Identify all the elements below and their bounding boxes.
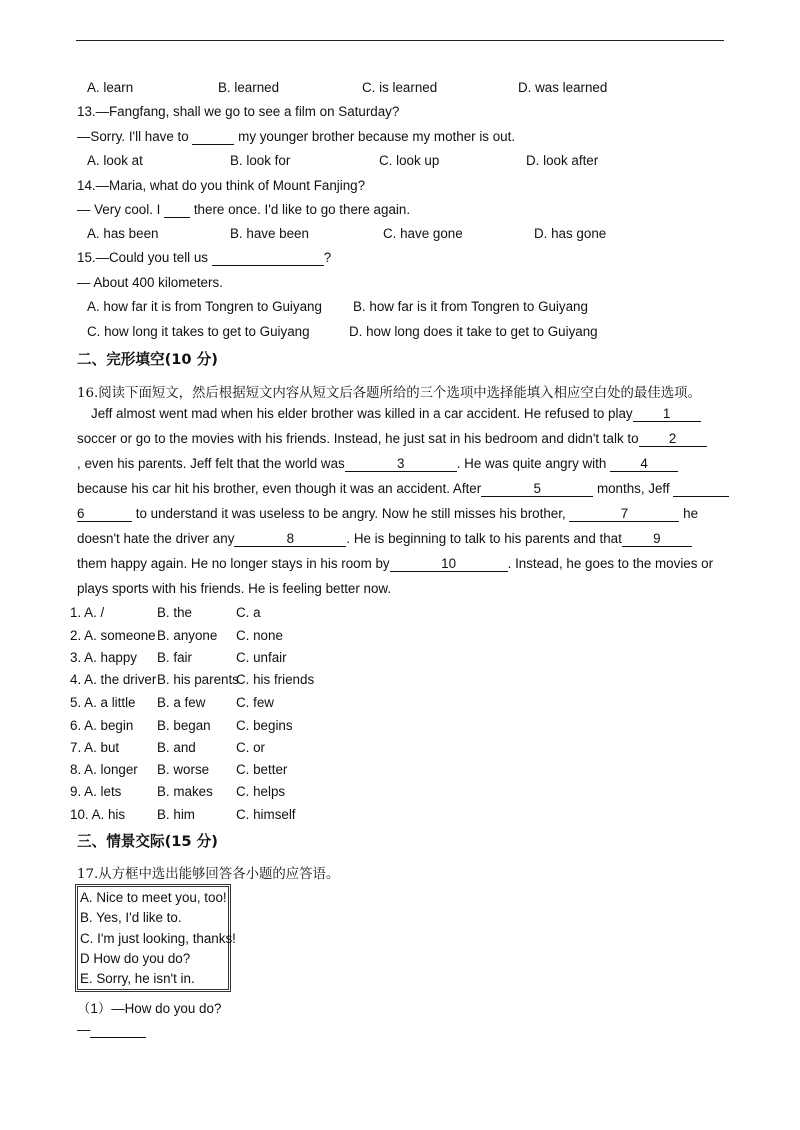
q15-option-c[interactable]: C. how long it takes to get to Guiyang	[87, 324, 310, 339]
passage-line-6: doesn't hate the driver any 8 . He is beginning to talk to his parents and that 9	[77, 531, 692, 547]
cloze-blank-7[interactable]: 7	[569, 507, 679, 522]
choice-e[interactable]: E. Sorry, he isn't in.	[80, 971, 195, 986]
q12-option-a[interactable]: A. learn	[87, 80, 134, 95]
cloze-6-option-c[interactable]: C. begins	[236, 718, 293, 733]
cloze-5-option-c[interactable]: C. few	[236, 695, 274, 710]
passage-line-8: plays sports with his friends. He is feeling better now.	[77, 581, 392, 596]
cloze-7-option-b[interactable]: B. and	[157, 740, 196, 755]
q13-question: 13.—Fangfang, shall we go to see a film on Saturday?	[77, 104, 400, 119]
header-rule	[76, 40, 724, 41]
q14-option-d[interactable]: D. has gone	[534, 226, 607, 241]
q12-option-d[interactable]: D. was learned	[518, 80, 608, 95]
passage-line-3: , even his parents. Jeff felt that the world was 3 . He was quite angry with 4	[77, 456, 678, 472]
q13-option-b[interactable]: B. look for	[230, 153, 291, 168]
q12-option-b[interactable]: B. learned	[218, 80, 280, 95]
cloze-blank-1[interactable]: 1	[633, 407, 701, 422]
cloze-8-option-b[interactable]: B. worse	[157, 762, 210, 777]
q12-option-c[interactable]: C. is learned	[362, 80, 438, 95]
cloze-9-option-c[interactable]: C. helps	[236, 784, 286, 799]
dialog-question-1: （1）—How do you do?	[77, 1001, 222, 1016]
passage-line-7: them happy again. He no longer stays in his room by 10 . Instead, he goes to the movies or	[77, 556, 714, 571]
q13-option-c[interactable]: C. look up	[379, 153, 440, 168]
cloze-10-option-a[interactable]: 10. A. his	[70, 807, 126, 822]
section-2-heading: 二、完形填空(10 分)	[77, 351, 218, 368]
cloze-6-option-b[interactable]: B. began	[157, 718, 211, 733]
q14-blank[interactable]	[164, 203, 190, 218]
cloze-7-option-c[interactable]: C. or	[236, 740, 266, 755]
cloze-4-option-b[interactable]: B. his parents	[157, 672, 239, 687]
cloze-5-option-b[interactable]: B. a few	[157, 695, 206, 710]
cloze-6-option-a[interactable]: 6. A. begin	[70, 718, 134, 733]
q13-option-d[interactable]: D. look after	[526, 153, 599, 168]
cloze-blank-6[interactable]: 6	[77, 507, 132, 522]
passage-line-1: Jeff almost went mad when his elder brother was killed in a car accident. He refused to play 1	[91, 406, 701, 422]
q14-option-c[interactable]: C. have gone	[383, 226, 463, 241]
q15-answer: — About 400 kilometers.	[77, 275, 223, 290]
q14-dialog: — Very cool. I there once. I'd like to go there again.	[77, 202, 411, 217]
q14-question: 14.—Maria, what do you think of Mount Fanjing?	[77, 178, 366, 193]
cloze-blank-3[interactable]: 3	[345, 457, 457, 472]
answer-1-blank[interactable]	[90, 1023, 146, 1038]
cloze-4-option-c[interactable]: C. his friends	[236, 672, 315, 687]
q14-option-a[interactable]: A. has been	[87, 226, 159, 241]
cloze-9-option-b[interactable]: B. makes	[157, 784, 213, 799]
cloze-5-option-a[interactable]: 5. A. a little	[70, 695, 136, 710]
choice-b[interactable]: B. Yes, I'd like to.	[80, 910, 182, 925]
cloze-1-option-c[interactable]: C. a	[236, 605, 261, 620]
dialog-instruction: 17.从方框中选出能够回答各小题的应答语。	[77, 867, 340, 882]
section-3-heading: 三、情景交际(15 分)	[77, 833, 218, 850]
cloze-instruction: 16.阅读下面短文，然后根据短文内容从短文后各题所给的三个选项中选择能填入相应空白处的最佳选项。	[77, 386, 701, 401]
cloze-2-option-a[interactable]: 2. A. someone	[70, 628, 156, 643]
q13-blank[interactable]	[192, 130, 234, 145]
q15-question: 15.—Could you tell us ?	[77, 250, 332, 265]
cloze-8-option-a[interactable]: 8. A. longer	[70, 762, 138, 777]
cloze-2-option-c[interactable]: C. none	[236, 628, 283, 643]
cloze-blank-5[interactable]: 5	[481, 482, 593, 497]
cloze-blank-4[interactable]: 4	[610, 457, 678, 472]
q13-option-a[interactable]: A. look at	[87, 153, 143, 168]
cloze-10-option-b[interactable]: B. him	[157, 807, 195, 822]
passage-line-4: because his car hit his brother, even though it was an accident. After 5 months, Jeff	[77, 481, 729, 497]
cloze-3-option-b[interactable]: B. fair	[157, 650, 192, 665]
cloze-7-option-a[interactable]: 7. A. but	[70, 740, 120, 755]
cloze-blank-9[interactable]: 9	[622, 532, 692, 547]
cloze-3-option-c[interactable]: C. unfair	[236, 650, 287, 665]
dialog-answer-1: —	[77, 1022, 146, 1038]
cloze-1-option-b[interactable]: B. the	[157, 605, 192, 620]
cloze-blank-10[interactable]: 10	[390, 557, 508, 572]
cloze-blank-2[interactable]: 2	[639, 432, 707, 447]
cloze-blank-8[interactable]: 8	[234, 532, 346, 547]
q15-option-d[interactable]: D. how long does it take to get to Guiyang	[349, 324, 598, 339]
q15-option-b[interactable]: B. how far is it from Tongren to Guiyang	[353, 299, 588, 314]
passage-line-5: 6 to understand it was useless to be angry. Now he still misses his brother, 7 he	[77, 506, 699, 521]
cloze-4-option-a[interactable]: 4. A. the driver	[70, 672, 157, 687]
answer-choices-box	[75, 884, 236, 992]
cloze-blank-6-start[interactable]	[673, 482, 729, 497]
q14-option-b[interactable]: B. have been	[230, 226, 309, 241]
cloze-3-option-a[interactable]: 3. A. happy	[70, 650, 138, 665]
cloze-8-option-c[interactable]: C. better	[236, 762, 288, 777]
cloze-1-option-a[interactable]: 1. A. /	[70, 605, 105, 620]
q13-dialog: —Sorry. I'll have to my younger brother because my mother is out.	[77, 129, 516, 144]
q15-option-a[interactable]: A. how far it is from Tongren to Guiyang	[87, 299, 322, 314]
cloze-10-option-c[interactable]: C. himself	[236, 807, 296, 822]
q15-blank[interactable]	[212, 251, 324, 266]
cloze-2-option-b[interactable]: B. anyone	[157, 628, 218, 643]
choice-c[interactable]: C. I'm just looking, thanks!	[80, 931, 236, 946]
choice-a[interactable]: A. Nice to meet you, too!	[80, 890, 227, 905]
passage-line-2: soccer or go to the movies with his friends. Instead, he just sat in his bedroom and didn't talk to 2	[77, 431, 707, 447]
choice-d[interactable]: D How do you do?	[80, 951, 191, 966]
cloze-9-option-a[interactable]: 9. A. lets	[70, 784, 122, 799]
